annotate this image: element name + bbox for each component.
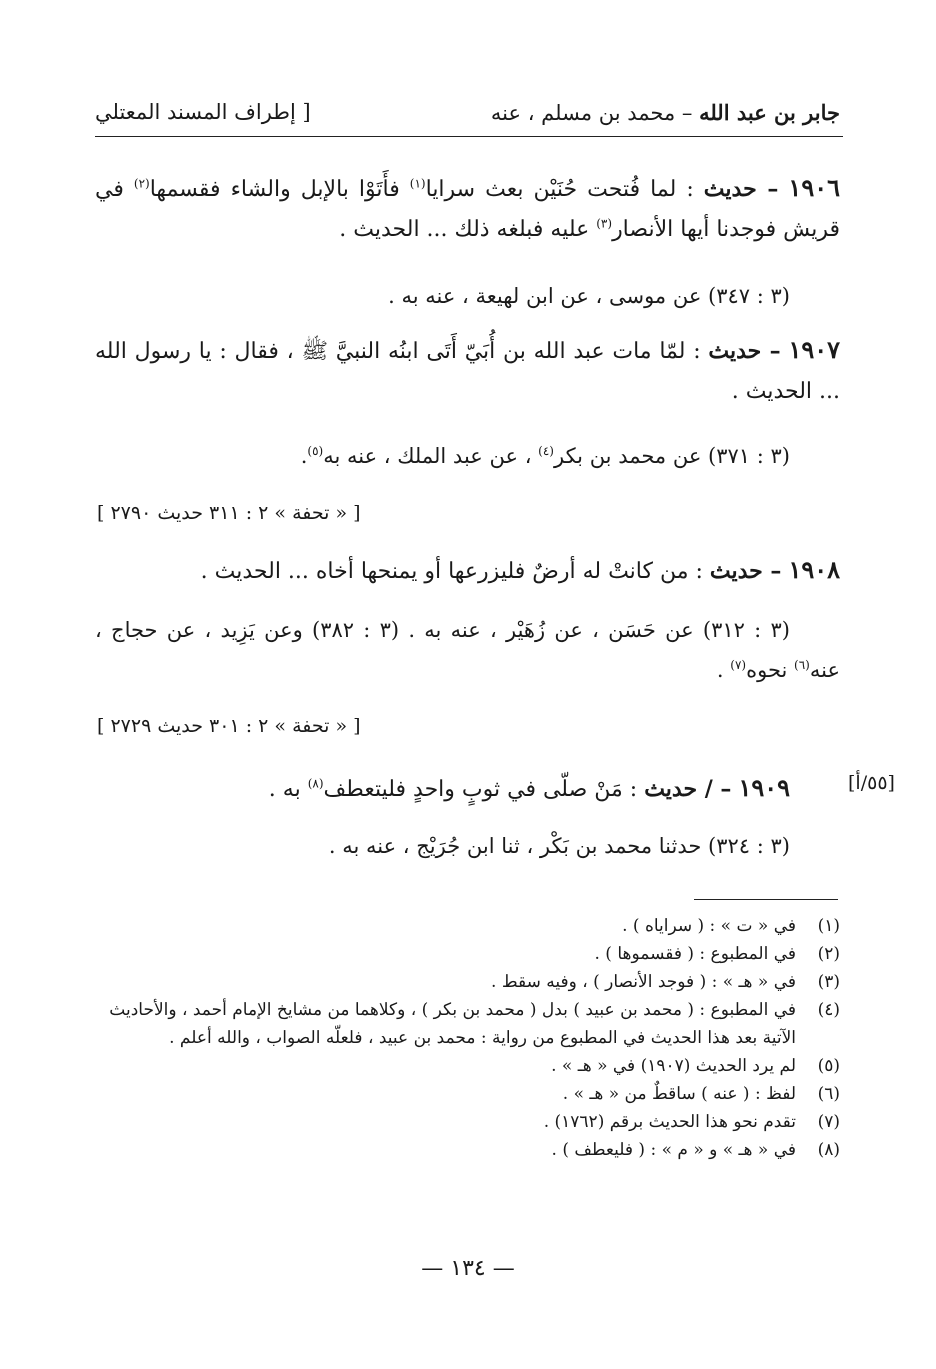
footnote-rule — [694, 899, 838, 900]
footnote — [95, 940, 840, 968]
footnote-ref[interactable]: (٨) — [307, 776, 324, 791]
hadith-1908 — [95, 550, 840, 592]
footnotes — [95, 912, 840, 1164]
hadith-text: : مَنْ صلّى في ثوبٍ واحدٍ فليتعطف — [323, 777, 645, 802]
manuscript-folio-ref: [٥٥/أ] — [848, 772, 895, 794]
header-book-title: [ إطراف المسند المعتلي — [95, 100, 311, 124]
footnote-ref[interactable]: (٢) — [133, 176, 150, 191]
hadith-keyword: – حديث — [703, 176, 779, 202]
hadith-text: به . — [268, 777, 308, 802]
footnote-text: في « هـ » : ( فوجد الأنصار ) ، وفيه سقط . — [491, 972, 796, 992]
footnote-number: (٢) — [817, 944, 840, 964]
footnote-text: في « هـ » و « م » : ( فليعطف ) . — [551, 1140, 796, 1160]
footnote-ref[interactable]: (٦) — [794, 658, 810, 672]
footnote — [95, 996, 840, 1052]
header-title-bold: جابر بن عبد الله — [699, 100, 840, 125]
hadith-text: : لمّا مات عبد الله بن أُبَيّ أَتَى ابنُه النبيَّ ﷺ ، فقال : يا رسول الله ... الحديث . — [95, 339, 840, 404]
footnote-number: (٨) — [817, 1140, 840, 1160]
footnote — [95, 1080, 840, 1108]
hadith-keyword: – / حديث — [644, 776, 732, 802]
hadith-1908-source: (٣ : ٣١٢) عن حَسَن ، عن زُهَيْر ، عنه به . (٣ : ٣٨٢) وعن يَزِيد ، عن حجاج ، عنه$^{(٦)}$ نحوه$^{(٧)}$ . — [95, 618, 840, 682]
hadith-number: ١٩٠٦ — [788, 173, 840, 202]
footnote-number: (١) — [817, 916, 840, 936]
hadith-text: : من كانتْ له أرضٌ فليزرعها أو يمنحها أخاه ... الحديث . — [200, 559, 710, 584]
footnote-number: (٤) — [817, 1000, 840, 1020]
footnote-text: تقدم نحو هذا الحديث برقم (١٧٦٢) . — [543, 1112, 796, 1132]
hadith-1907 — [95, 330, 840, 412]
hadith-number: ١٩٠٧ — [788, 335, 840, 364]
footnote-number: (٦) — [817, 1084, 840, 1104]
hadith-1907-source: (٣ : ٣٧١) عن محمد بن بكر$^{(٤)}$ ، عن عبد الملك ، عنه به$^{(٥)}$. — [300, 444, 790, 468]
header-title — [491, 100, 840, 125]
footnote-text: في المطبوع : ( محمد بن عبيد ) بدل ( محمد بن بكر ) ، وكلاهما من مشايخ الإمام أحمد ، والأحاديث الآتية بعد هذا الحديث في المطبوع من رواية : محمد بن عبيد ، فلعلّه الصواب ، والله أعلم . — [109, 1000, 796, 1048]
footnote-ref[interactable]: (٣) — [596, 216, 613, 231]
running-header — [95, 100, 840, 134]
footnote-number: (٥) — [817, 1056, 840, 1076]
footnote-text: في المطبوع : ( فقسموها ) . — [594, 944, 796, 964]
footnote — [95, 1136, 840, 1164]
header-title-rest: – محمد بن مسلم ، عنه — [490, 101, 700, 125]
hadith-1909 — [95, 768, 840, 810]
hadith-text: عليه فبلغه ذلك ... الحديث . — [339, 217, 597, 242]
footnote-text: في « ت » : ( سراياه ) . — [622, 916, 796, 936]
hadith-text: في قريش فوجدنا أيها الأنصار — [95, 177, 840, 242]
footnote-number: (٣) — [817, 972, 840, 992]
footnote-ref[interactable]: (٤) — [538, 444, 554, 458]
footnote-ref[interactable]: (٥) — [307, 444, 324, 458]
header-rule — [95, 136, 843, 137]
hadith-number: ١٩٠٩ — [738, 773, 790, 802]
footnote-text: لم يرد الحديث (١٩٠٧) في « هـ » . — [551, 1056, 796, 1076]
hadith-text: : لما فُتحت حُنَيْن بعث سرايا — [425, 177, 704, 202]
hadith-1906 — [95, 168, 840, 250]
footnote-ref[interactable]: (١) — [409, 176, 426, 191]
footnote — [95, 968, 840, 996]
tuhfa-reference: [ « تحفة » ٢ : ٣١١ حديث ٢٧٩٠ ] — [97, 502, 361, 524]
footnote — [95, 912, 840, 940]
footnote — [95, 1052, 840, 1080]
hadith-number: ١٩٠٨ — [788, 555, 840, 584]
footnote — [95, 1108, 840, 1136]
hadith-text: فأَتَوْا بالإبل والشاء فقسمها — [149, 177, 410, 202]
hadith-keyword: – حديث — [709, 558, 782, 584]
footnote-text: لفظ : ( عنه ) ساقطٌ من « هـ » . — [562, 1084, 796, 1104]
page-number: — ١٣٤ — — [421, 1256, 515, 1281]
hadith-1906-source: (٣ : ٣٤٧) عن موسى ، عن ابن لهيعة ، عنه به . — [388, 284, 790, 308]
footnote-number: (٧) — [817, 1112, 840, 1132]
hadith-1909-source: (٣ : ٣٢٤) حدثنا محمد بن بَكْر ، ثنا ابن جُرَيْج ، عنه به . — [328, 834, 790, 858]
hadith-keyword: – حديث — [708, 338, 781, 364]
footnote-ref[interactable]: (٧) — [730, 658, 747, 672]
tuhfa-reference: [ « تحفة » ٢ : ٣٠١ حديث ٢٧٢٩ ] — [97, 715, 361, 737]
